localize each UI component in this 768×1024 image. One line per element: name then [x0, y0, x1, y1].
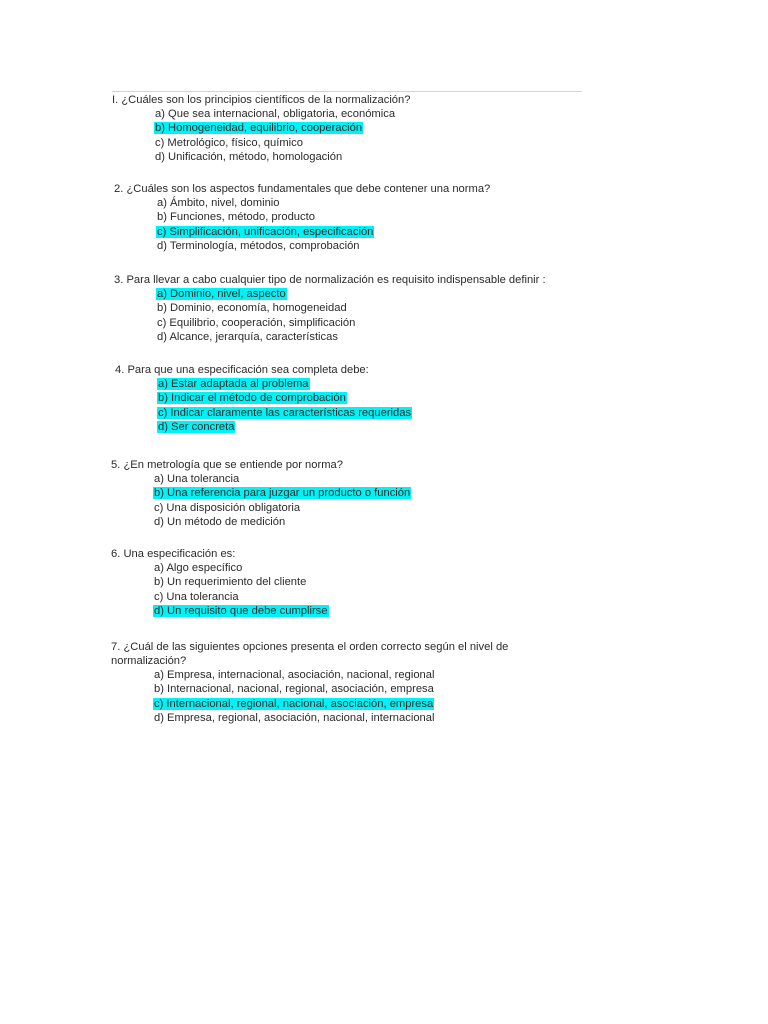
question-text: 3. Para llevar a cabo cualquier tipo de normalización es requisito indispensable definir :: [114, 274, 546, 286]
highlighted-answer-option: [157, 391, 412, 405]
question-text: I. ¿Cuáles son los principios científicos de la normalización?: [112, 94, 411, 106]
answer-option-text: d) Ser concreta: [158, 420, 235, 433]
answer-option: [154, 107, 410, 121]
answer-option-text: a) Empresa, internacional, asociación, nacional, regional: [154, 669, 435, 681]
answer-option-text: c) Indicar claramente las características requeridas: [158, 406, 412, 419]
answer-option: [156, 196, 490, 210]
answer-option-text: c) Internacional, regional, nacional, asociación, empresa: [154, 697, 434, 710]
answer-option-text: d) Un método de medición: [154, 515, 286, 528]
answer-option-text: c) Una tolerancia: [154, 590, 239, 603]
answer-option: [153, 668, 551, 682]
answer-option-text: a) Estar adaptada al problema: [158, 378, 309, 390]
answer-option-text: d) Unificación, método, homologación: [155, 150, 343, 163]
answer-option-text: d) Alcance, jerarquía, características: [157, 330, 338, 343]
answer-option: [156, 239, 490, 253]
answer-option: [153, 561, 329, 575]
answer-option: [156, 316, 546, 330]
highlighted-answer-option: [156, 225, 490, 239]
answer-option-text: c) Metrológico, físico, químico: [155, 136, 303, 149]
answer-option-text: a) Una tolerancia: [154, 473, 240, 485]
answer-options: [153, 472, 411, 529]
question-text: 2. ¿Cuáles son los aspectos fundamentales que debe contener una norma?: [114, 183, 491, 195]
answer-options: [157, 377, 412, 434]
question-3: [114, 273, 546, 344]
answer-option-text: c) Una disposición obligatoria: [154, 501, 301, 514]
answer-option: [154, 136, 410, 150]
answer-option-text: a) Algo específico: [154, 562, 243, 574]
answer-option-text: d) Terminología, métodos, comprobación: [157, 239, 360, 252]
answer-option: [153, 682, 551, 696]
answer-option-text: b) Internacional, nacional, regional, asociación, empresa: [154, 683, 434, 696]
answer-option: [156, 301, 546, 315]
question-5: [111, 458, 411, 529]
answer-option: [156, 330, 546, 344]
answer-option-text: c) Simplificación, unificación, especificación: [157, 225, 374, 238]
question-2: [114, 182, 490, 253]
highlighted-answer-option: [153, 604, 329, 618]
answer-option-text: b) Homogeneidad, equilibrio, cooperación: [155, 122, 363, 135]
highlighted-answer-option: [157, 377, 412, 391]
answer-option: [153, 590, 329, 604]
question-4: [115, 363, 412, 434]
question-text: 7. ¿Cuál de las siguientes opciones presenta el orden correcto según el nivel de normalización?: [111, 641, 509, 667]
question-text: 4. Para que una especificación sea completa debe:: [115, 364, 369, 376]
answer-option-text: d) Un requisito que debe cumplirse: [154, 604, 328, 617]
answer-option: [153, 711, 551, 725]
highlighted-answer-option: [156, 287, 546, 301]
answer-options: [154, 107, 410, 164]
answer-option-text: b) Un requerimiento del cliente: [154, 576, 307, 589]
highlighted-answer-option: [157, 406, 412, 420]
answer-option: [156, 210, 490, 224]
question-7: [111, 640, 551, 725]
question-1: [112, 93, 410, 164]
answer-options: [153, 561, 329, 618]
answer-option-text: a) Ámbito, nivel, dominio: [157, 197, 280, 209]
answer-option: [154, 150, 410, 164]
question-text: 6. Una especificación es:: [111, 548, 236, 560]
answer-option-text: a) Dominio, nivel, aspecto: [157, 288, 286, 300]
highlighted-answer-option: [157, 420, 412, 434]
answer-option: [153, 575, 329, 589]
question-text: 5. ¿En metrología que se entiende por norma?: [111, 459, 343, 471]
highlighted-answer-option: [154, 121, 410, 135]
answer-options: [156, 287, 546, 344]
answer-option-text: c) Equilibrio, cooperación, simplificación: [157, 316, 356, 329]
answer-option: [153, 472, 411, 486]
answer-option: [153, 501, 411, 515]
answer-option-text: d) Empresa, regional, asociación, nacional, internacional: [154, 711, 435, 724]
answer-options: [153, 668, 551, 725]
answer-option-text: b) Una referencia para juzgar un producto o función: [154, 487, 411, 500]
answer-option-text: b) Indicar el método de comprobación: [158, 392, 346, 405]
highlighted-answer-option: [153, 697, 551, 711]
highlighted-answer-option: [153, 486, 411, 500]
answer-option-text: b) Dominio, economía, homogeneidad: [157, 302, 347, 315]
answer-option: [153, 515, 411, 529]
answer-option-text: a) Que sea internacional, obligatoria, económica: [155, 108, 396, 120]
answer-option-text: b) Funciones, método, producto: [157, 211, 315, 224]
question-6: [111, 547, 329, 618]
answer-options: [156, 196, 490, 253]
